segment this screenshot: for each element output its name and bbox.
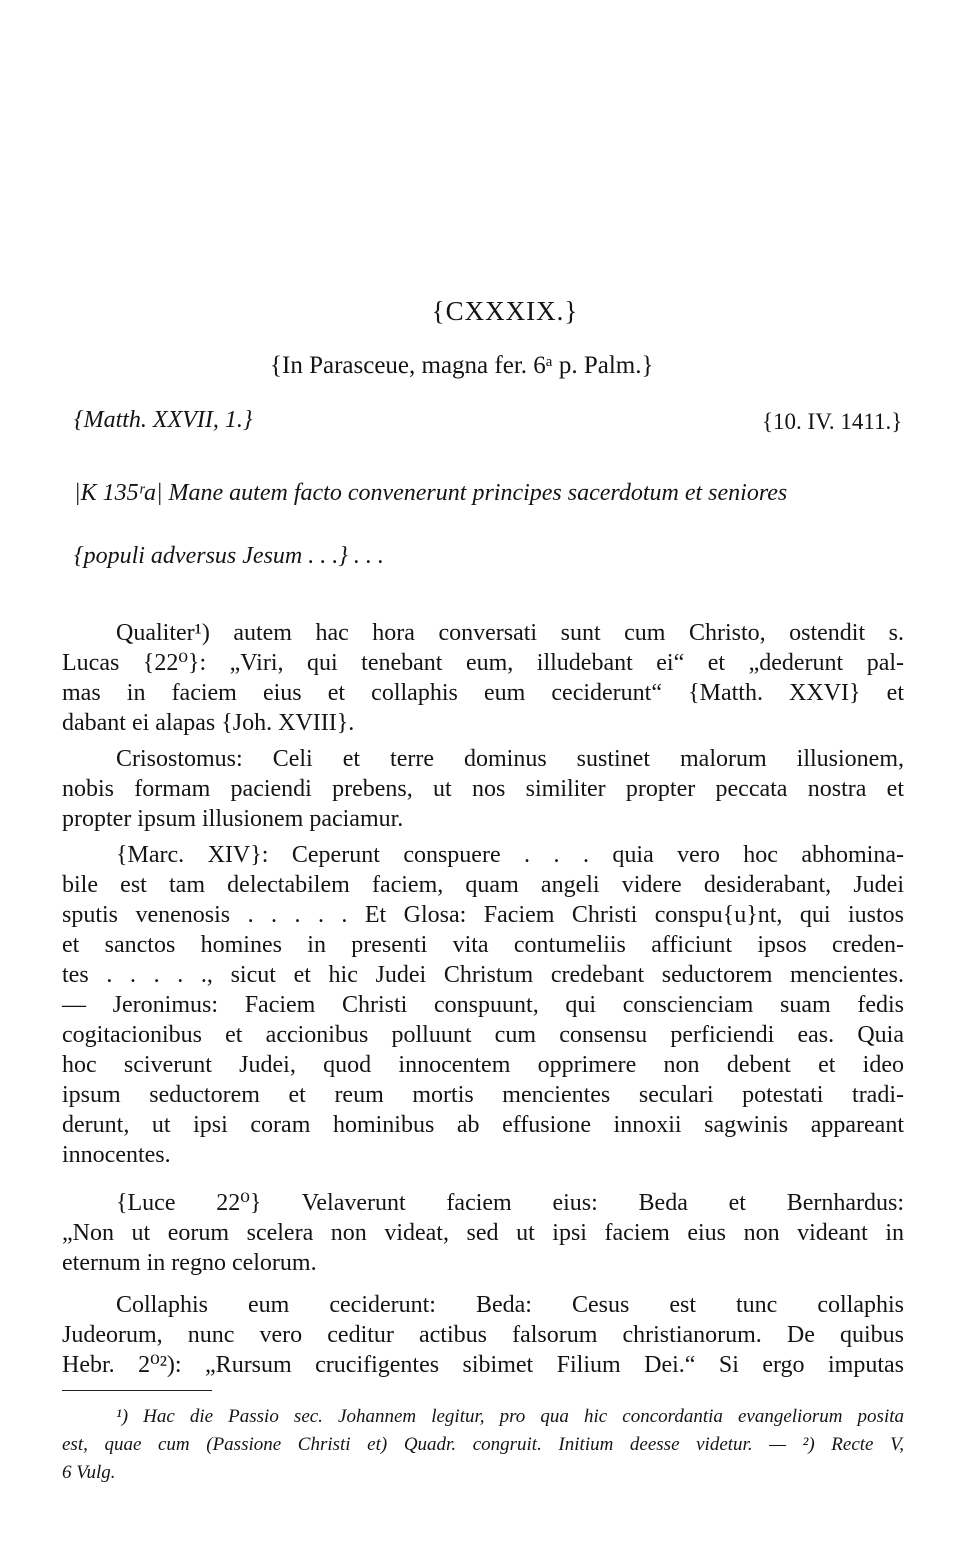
body-line: eternum in regno celorum. — [62, 1250, 317, 1276]
sermon-occasion: {In Parasceue, magna fer. 6ᵃ p. Palm.} — [270, 352, 654, 379]
body-line: Judeorum, nunc vero ceditur actibus falsorum christianorum. De quibus — [62, 1322, 904, 1348]
body-line: nobis formam paciendi prebens, ut nos similiter propter peccata nostra et — [62, 776, 904, 802]
body-line: „Non ut eorum scelera non videat, sed ut ipsi faciem eius non videant in — [62, 1220, 904, 1246]
body-line: derunt, ut ipsi coram hominibus ab effusione innoxii sagwinis appareant — [62, 1112, 904, 1138]
sermon-date: {10. IV. 1411.} — [762, 409, 903, 434]
body-line: Hebr. 2⁰²): „Rursum crucifigentes sibimet Filium Dei.“ Si ergo imputas — [62, 1352, 904, 1378]
footnote-line: est, quae cum (Passione Christi et) Quadr. congruit. Initium deesse videtur. — ²) Recte V, — [62, 1434, 904, 1455]
body-line: Collaphis eum ceciderunt: Beda: Cesus est tunc collaphis — [116, 1292, 904, 1318]
body-line: — Jeronimus: Faciem Christi conspuunt, qui conscienciam suam fedis — [62, 992, 904, 1018]
lemma-line-2: {populi adversus Jesum . . .} . . . — [74, 543, 384, 569]
body-line: cogitacionibus et accionibus polluunt cum consensu perficiendi eas. Quia — [62, 1022, 904, 1048]
footnote-line: 6 Vulg. — [62, 1462, 116, 1483]
bible-reference: {Matth. XXVII, 1.} — [74, 407, 253, 433]
body-line: sputis venenosis . . . . . Et Glosa: Faciem Christi conspu{u}nt, qui iustos — [62, 902, 904, 928]
body-line: ipsum seductorem et reum mortis mencientes seculari potestati tradi- — [62, 1082, 904, 1108]
body-line: bile est tam delectabilem faciem, quam angeli videre desiderabant, Judei — [62, 872, 904, 898]
body-line: {Luce 22⁰} Velaverunt faciem eius: Beda et Bernhardus: — [116, 1190, 904, 1216]
body-line: Crisostomus: Celi et terre dominus sustinet malorum illusionem, — [116, 746, 904, 772]
footnote-rule — [62, 1390, 212, 1391]
body-line: mas in faciem eius et collaphis eum ceciderunt“ {Matth. XXVI} et — [62, 680, 904, 706]
body-line: tes . . . . ., sicut et hic Judei Christum credebant seductorem mencientes. — [62, 962, 904, 988]
sermon-number: {CXXXIX.} — [431, 296, 579, 326]
footnote-line: ¹) Hac die Passio sec. Johannem legitur, pro qua hic concordantia evangeliorum posita — [116, 1406, 904, 1427]
body-line: innocentes. — [62, 1142, 171, 1168]
body-line: et sanctos homines in presenti vita contumeliis afficiunt ipsos creden- — [62, 932, 904, 958]
lemma-line-1: |K 135ʳa| Mane autem facto convenerunt principes sacerdotum et seniores — [74, 480, 788, 506]
body-line: Lucas {22⁰}: „Viri, qui tenebant eum, illudebant ei“ et „dederunt pal- — [62, 650, 904, 676]
body-line: Qualiter¹) autem hac hora conversati sunt cum Christo, ostendit s. — [116, 620, 904, 646]
body-line: hoc sciverunt Judei, quod innocentem opprimere non debent et ideo — [62, 1052, 904, 1078]
body-line: {Marc. XIV}: Ceperunt conspuere . . . quia vero hoc abhomina- — [116, 842, 904, 868]
body-line: propter ipsum illusionem paciamur. — [62, 806, 404, 832]
body-line: dabant ei alapas {Joh. XVIII}. — [62, 710, 355, 736]
